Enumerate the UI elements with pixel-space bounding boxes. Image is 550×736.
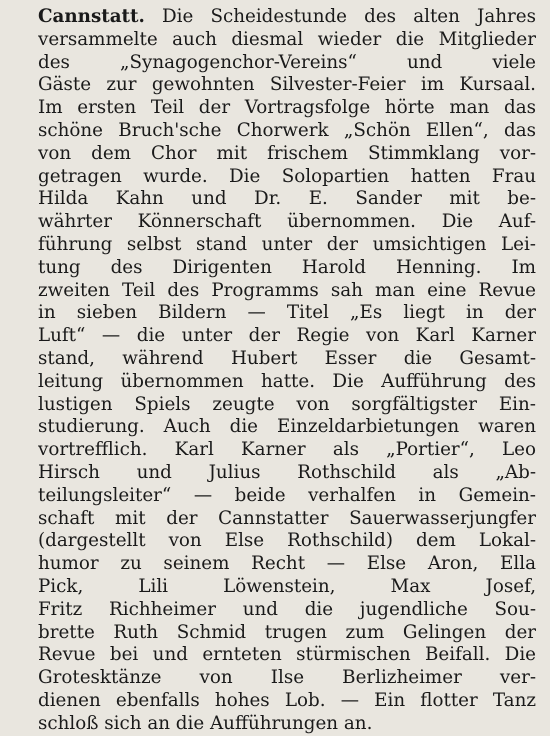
article-line-1 bbox=[38, 6, 536, 29]
article-line-32: schloß sich an die Aufführungen an. bbox=[38, 712, 373, 734]
article-line-4: Gäste zur gewohnten Silvester-Feier im Kursaal. bbox=[38, 74, 536, 96]
article-line-15: Luft“ — die unter der Regie von Karl Karner bbox=[38, 325, 536, 347]
article-line-28: brette Ruth Schmid trugen zum Gelingen der bbox=[38, 621, 536, 643]
article-dateline: Cannstatt. bbox=[38, 6, 145, 27]
article-line-23: schaft mit der Cannstatter Sauerwasserjungfer bbox=[38, 507, 536, 529]
article-line-14: in sieben Bildern — Titel „Es liegt in der bbox=[38, 302, 536, 324]
article-line-16: stand, während Hubert Esser die Gesamt- bbox=[38, 347, 536, 369]
article-line-25: humor zu seinem Recht — Else Aron, Ella bbox=[38, 553, 536, 575]
article-line-8: getragen wurde. Die Solopartien hatten Frau bbox=[38, 165, 536, 187]
article-line-10: währter Könnerschaft übernommen. Die Auf- bbox=[38, 211, 536, 233]
article-line-5: Im ersten Teil der Vortragsfolge hörte man das bbox=[38, 97, 536, 119]
article-line-30: Grotesktänze von Ilse Berlizheimer ver- bbox=[38, 667, 536, 689]
article-line-17: leitung übernommen hatte. Die Aufführung des bbox=[38, 370, 536, 392]
article-line-11: führung selbst stand unter der umsichtigen Lei- bbox=[38, 233, 536, 255]
article-line-20: vortrefflich. Karl Karner als „Portier“, Leo bbox=[38, 439, 536, 461]
article-line-24: (dargestellt von Else Rothschild) dem Lokal- bbox=[38, 530, 536, 552]
article-line-7: von dem Chor mit frischem Stimmklang vor- bbox=[38, 142, 536, 164]
article-line-21: Hirsch und Julius Rothschild als „Ab- bbox=[38, 461, 536, 483]
article-line-31: dienen ebenfalls hohes Lob. — Ein flotter Tanz bbox=[38, 689, 536, 711]
article-line-12: tung des Dirigenten Harold Henning. Im bbox=[38, 256, 536, 278]
article-line-13: zweiten Teil des Programms sah man eine Revue bbox=[38, 279, 536, 301]
article-line-2: versammelte auch diesmal wieder die Mitglieder bbox=[38, 28, 536, 50]
article-line-9: Hilda Kahn und Dr. E. Sander mit be- bbox=[38, 188, 536, 210]
article-line-18: lustigen Spiels zeugte von sorgfältigster Ein- bbox=[38, 393, 536, 415]
article-line-22: teilungsleiter“ — beide verhalfen in Gemein- bbox=[38, 484, 536, 506]
article-line-29: Revue bei und ernteten stürmischen Beifall. Die bbox=[38, 644, 536, 666]
article-line-27: Fritz Richheimer und die jugendliche Sou- bbox=[38, 598, 536, 620]
article-line-3: des „Synagogenchor-Vereins“ und viele bbox=[38, 51, 536, 73]
article-line-1-text: Die Scheidestunde des alten Jahres bbox=[144, 6, 536, 27]
article-line-6: schöne Bruch'sche Chorwerk „Schön Ellen“, das bbox=[38, 119, 536, 141]
article-line-26: Pick, Lili Löwenstein, Max Josef, bbox=[38, 575, 536, 597]
article-line-19: studierung. Auch die Einzeldarbietungen waren bbox=[38, 416, 536, 438]
